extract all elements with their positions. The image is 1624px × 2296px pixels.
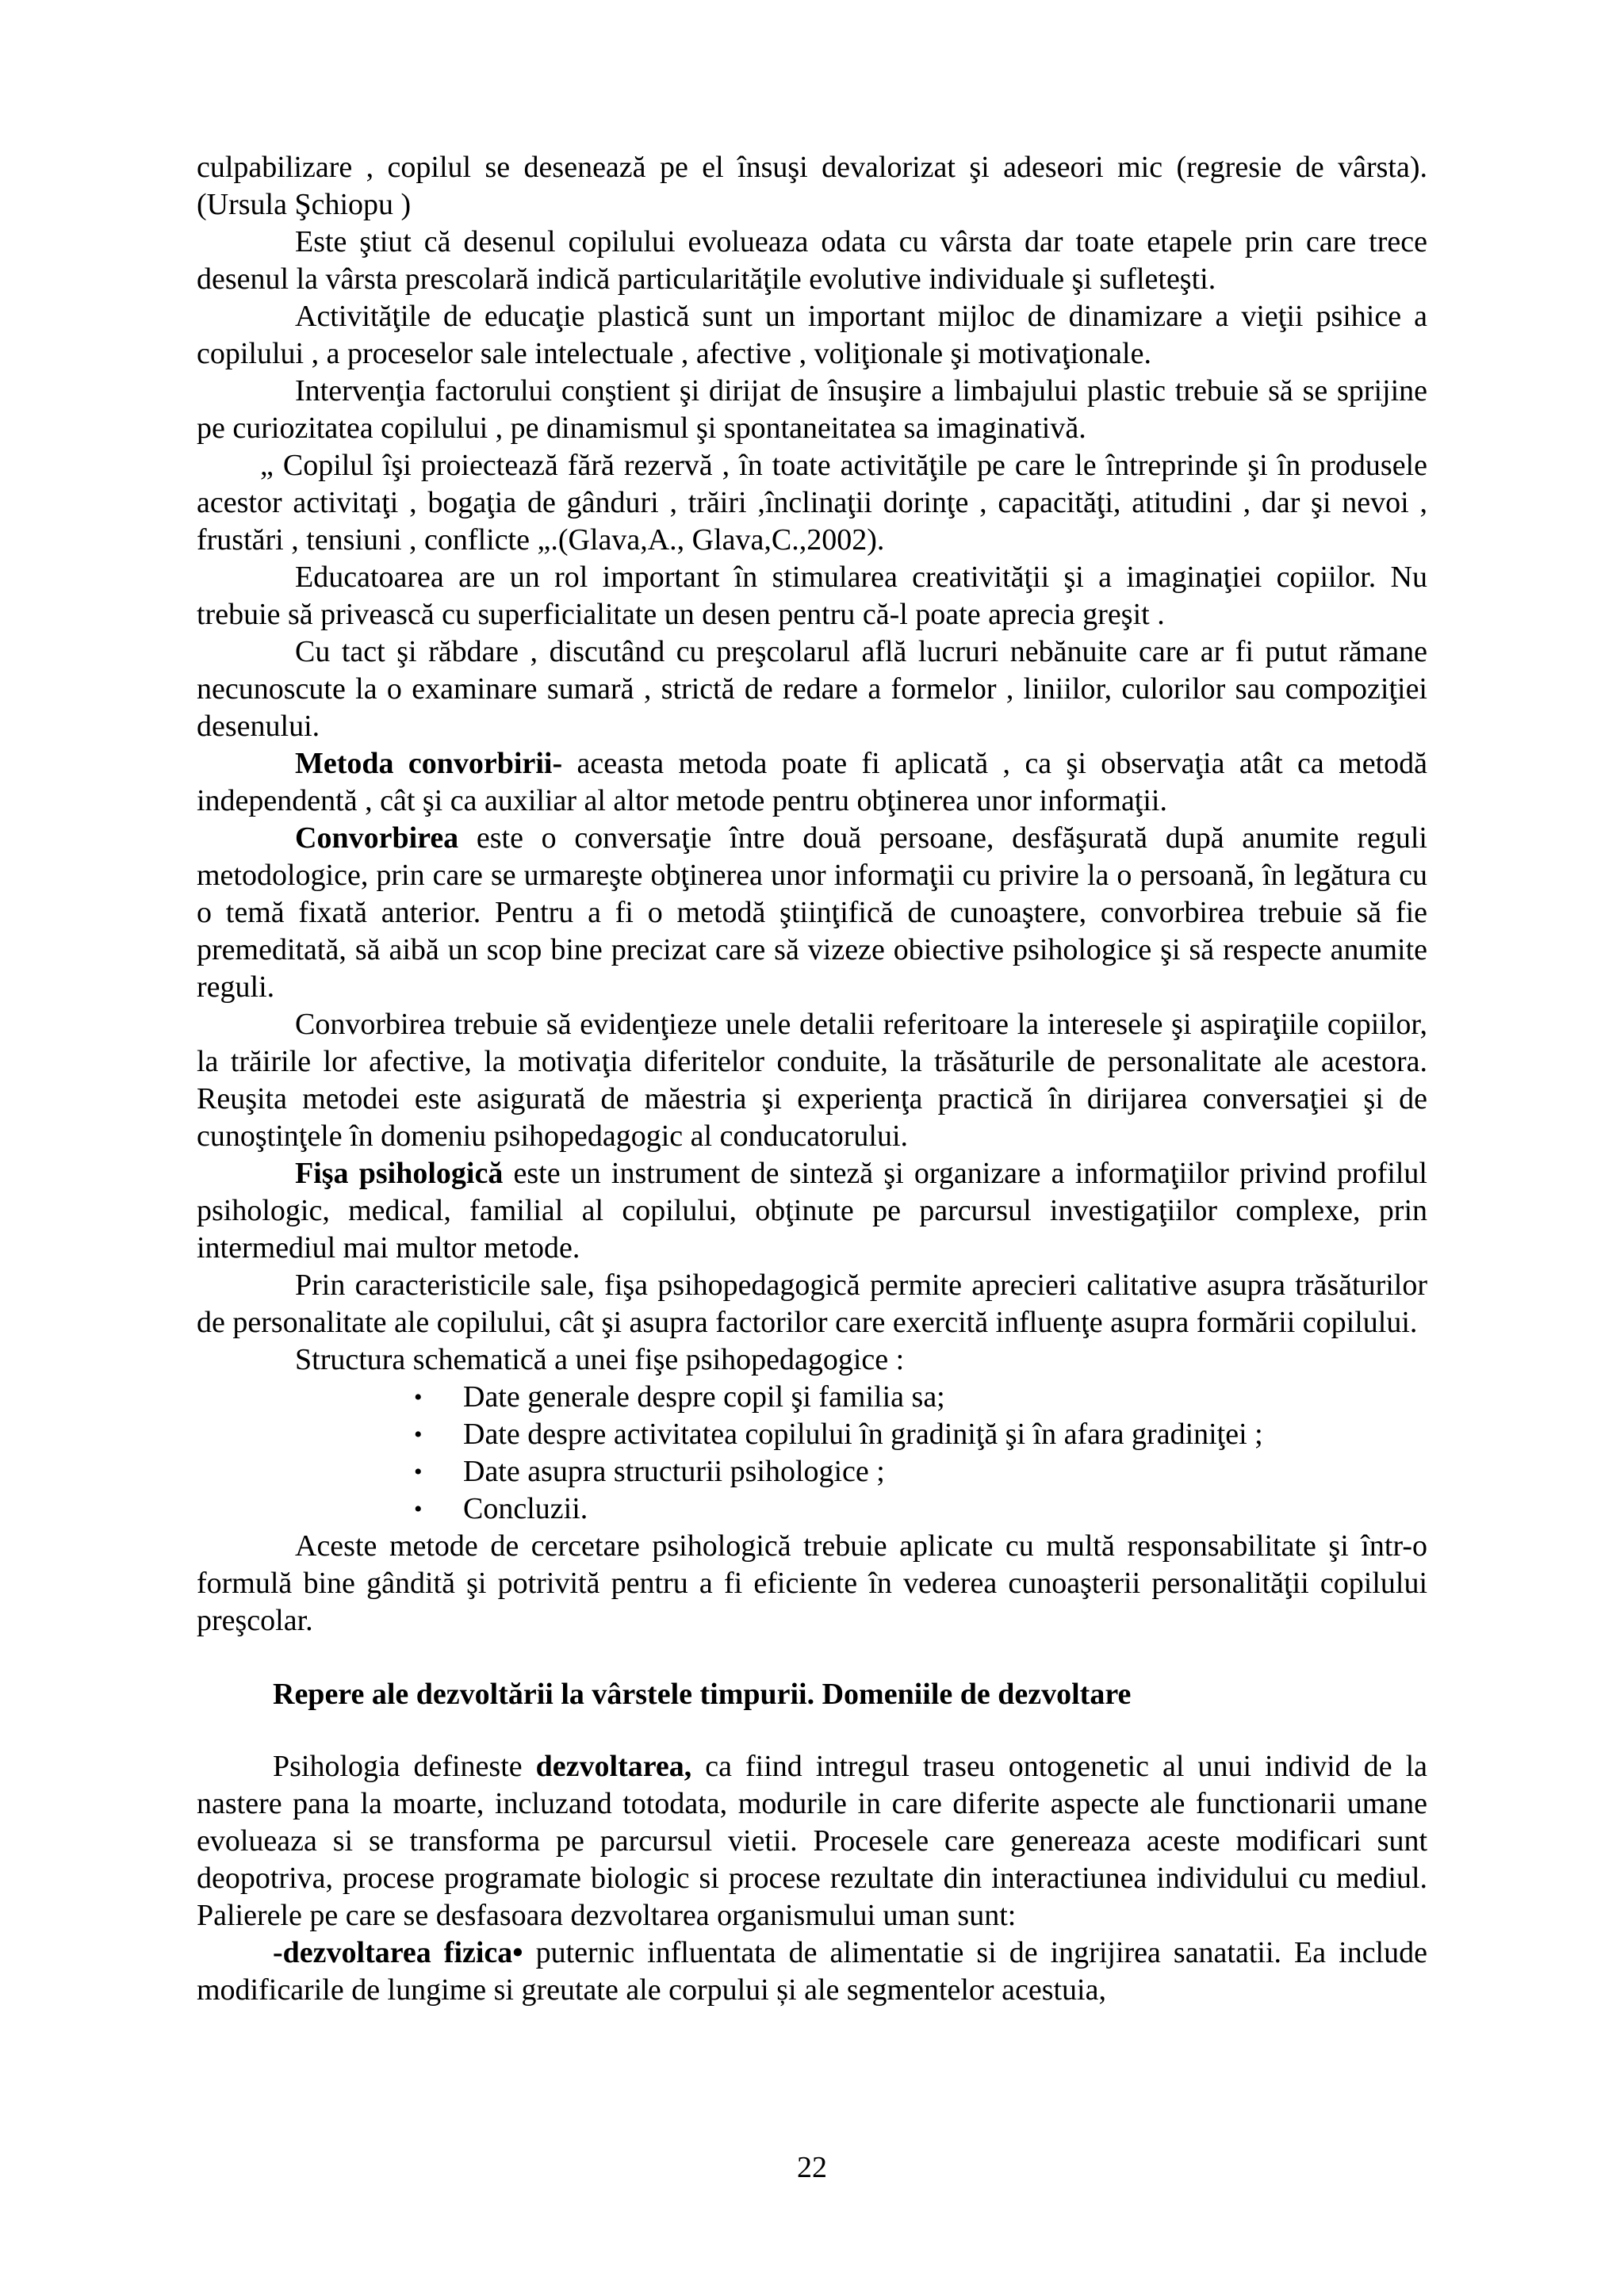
bullet-icon: • bbox=[414, 1422, 423, 1448]
bullet-list bbox=[197, 1379, 1427, 1528]
paragraph: Structura schematică a unei fişe psihopedagogice : bbox=[295, 1343, 905, 1376]
paragraph bbox=[197, 1934, 1427, 2009]
term-bold: Fişa psihologică bbox=[295, 1157, 504, 1190]
paragraph: Intervenţia factorului conştient şi dirijat de însuşire a limbajului plastic trebuie să se sprijine pe curiozitatea copilului , pe dinamismul şi spontaneitatea sa imaginativă. bbox=[197, 374, 1427, 445]
list-item-text: Concluzii. bbox=[463, 1492, 588, 1525]
paragraph: Activităţile de educaţie plastică sunt un important mijloc de dinamizare a vieţii psihice a copilului , a proceselor sale intelectuale , afective , voliţionale şi motivaţionale. bbox=[197, 300, 1427, 370]
paragraph bbox=[197, 820, 1427, 1006]
paragraph: Aceste metode de cercetare psihologică trebuie aplicate cu multă responsabilitate şi într-o formulă bine gândită şi potrivită pentru a fi eficiente în vederea cunoaşterii personalităţii copilului preşcolar. bbox=[197, 1529, 1427, 1637]
paragraph-text: ca fiind intregul traseu ontogenetic al unui individ de la nastere pana la moarte, incluzand totodata, modurile in care diferite aspecte ale functionarii umane evolueaza si se transforma pe parcursul vietii. Procesele care genereaza aceste modificari sunt deopotriva, procese programate biologic si procese rezultate din interactiunea individului cu mediul. Palierele pe care se desfasoara dezvoltarea organismului uman sunt: bbox=[197, 1750, 1427, 1932]
list-item-text: Date asupra structurii psihologice ; bbox=[463, 1455, 885, 1488]
paragraph bbox=[197, 1748, 1427, 1934]
list-item-text: Date generale despre copil şi familia sa; bbox=[463, 1380, 945, 1414]
term-bold: Convorbirea bbox=[295, 821, 459, 855]
list-item bbox=[197, 1490, 1427, 1528]
paragraph bbox=[197, 745, 1427, 820]
list-item bbox=[197, 1453, 1427, 1490]
page-number: 22 bbox=[797, 2151, 827, 2184]
paragraph-text: este o conversaţie între două persoane, desfăşurată după anumite reguli metodologice, prin care se urmareşte obţinerea unor informaţii cu privire la o persoană, în legătura cu o temă fixată anterior. Pentru a fi o metodă ştiinţifică de cunoaştere, convorbirea trebuie să fie premeditată, să aibă un scop bine precizat care să vizeze obiective psihologice şi să respecte anumite reguli. bbox=[197, 821, 1427, 1004]
paragraph: Este ştiut că desenul copilului evolueaza odata cu vârsta dar toate etapele prin care trece desenul la vârsta prescolară indică particularităţile evolutive individuale şi sufleteşti. bbox=[197, 225, 1427, 296]
paragraph: Cu tact şi răbdare , discutând cu preşcolarul află lucruri nebănuite care ar fi putut rămane necunoscute la o examinare sumară , strictă de redare a formelor , liniilor, culorilor sau compoziţiei desenului. bbox=[197, 635, 1427, 743]
paragraph bbox=[197, 1155, 1427, 1267]
paragraph: Convorbirea trebuie să evidenţieze unele detalii referitoare la interesele şi aspiraţiile copiilor, la trăirile lor afective, la motivaţia diferitelor conduite, la trăsăturile de personalitate ale acestora. Reuşita metodei este asigurată de măestria şi experienţa practică în dirijarea conversaţiei şi de cunoştinţele în domeniu psihopedagogic al conducatorului. bbox=[197, 1008, 1427, 1153]
list-item-text: Date despre activitatea copilului în gradiniţă şi în afara gradiniţei ; bbox=[463, 1418, 1263, 1451]
term-bold: -dezvoltarea fizica• bbox=[273, 1936, 523, 1969]
list-item bbox=[197, 1379, 1427, 1416]
bullet-icon: • bbox=[414, 1384, 423, 1410]
section-heading: Repere ale dezvoltării la vârstele timpurii. Domeniile de dezvoltare bbox=[273, 1678, 1132, 1711]
bullet-icon: • bbox=[414, 1459, 423, 1485]
paragraph-text: Psihologia defineste bbox=[273, 1750, 536, 1783]
term-bold: dezvoltarea, bbox=[535, 1750, 692, 1783]
term-bold: Metoda convorbirii- bbox=[295, 747, 563, 780]
paragraph-text: este un instrument de sinteză şi organizare a informaţiilor privind profilul psihologic, medical, familial al copilului, obţinute pe parcursul investigaţiilor complexe, prin intermediul mai multor metode. bbox=[197, 1157, 1427, 1265]
bullet-icon: • bbox=[414, 1496, 423, 1522]
list-item bbox=[197, 1416, 1427, 1453]
paragraph: Educatoarea are un rol important în stimularea creativităţii şi a imaginaţiei copiilor. Nu trebuie să privească cu superficialitate un desen pentru că-l poate aprecia greşit . bbox=[197, 561, 1427, 631]
paragraph-text: puternic influentata de alimentatie si de ingrijirea sanatatii. Ea include modificarile de lungime si greutate ale corpului și ale segmentelor acestuia, bbox=[197, 1936, 1427, 2007]
document-page bbox=[197, 149, 1427, 2009]
paragraph: Prin caracteristicile sale, fişa psihopedagogică permite aprecieri calitative asupra trăsăturilor de personalitate ale copilului, cât şi asupra factorilor care exercită influenţe asupra formării copilului. bbox=[197, 1269, 1427, 1339]
quote-paragraph: „ Copilul îşi proiectează fără rezervă , în toate activităţile pe care le întreprinde şi în produsele acestor activitaţi , bogaţia de gânduri , trăiri ,înclinaţii dorinţe , capacităţi, atitudini , dar şi nevoi , frustări , tensiuni , conflicte „.(Glava,A., Glava,C.,2002). bbox=[197, 449, 1427, 557]
paragraph-text: aceasta metoda poate fi aplicată , ca şi observaţia atât ca metodă independentă , cât şi ca auxiliar al altor metode pentru obţinerea unor informaţii. bbox=[197, 747, 1428, 817]
paragraph: culpabilizare , copilul se desenează pe el însuşi devalorizat şi adeseori mic (regresie de vârsta).(Ursula Şchiopu ) bbox=[197, 151, 1427, 221]
